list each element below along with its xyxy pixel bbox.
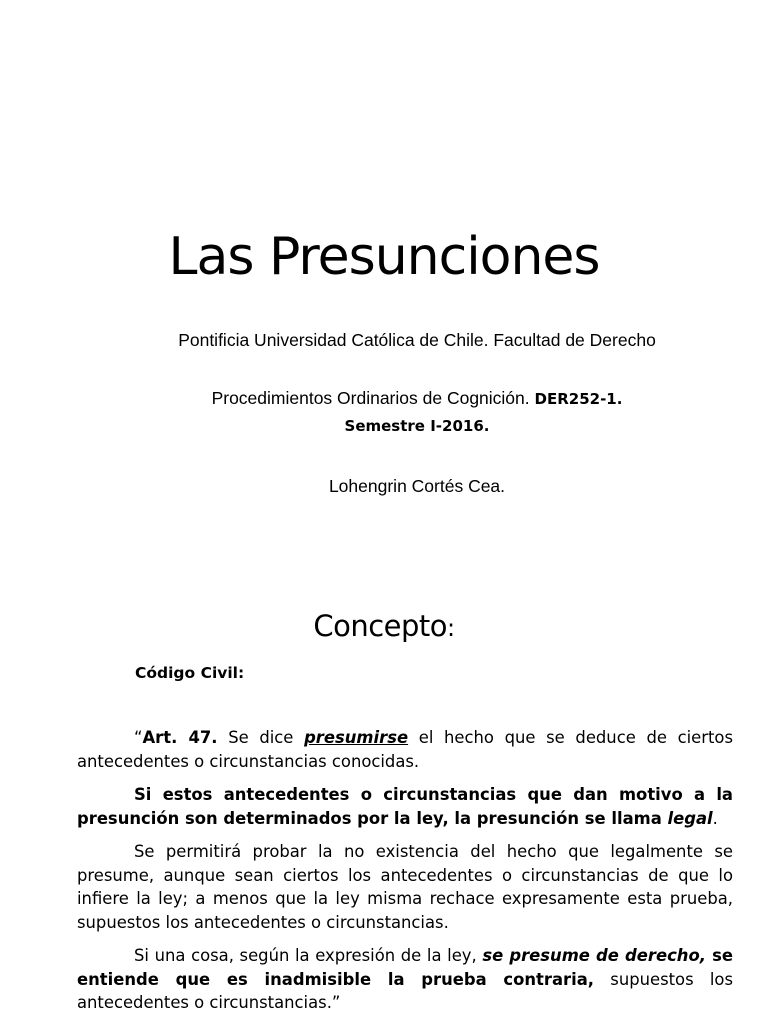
paragraph-2 — [77, 783, 733, 830]
paragraph-4 — [77, 944, 733, 1015]
concept-heading-text: Concepto — [313, 609, 448, 643]
university-line: Pontificia Universidad Católica de Chile. Facultad de Derecho — [178, 330, 656, 350]
source-label: Código Civil: — [135, 664, 245, 682]
course-name: Procedimientos Ordinarios de Cognición. — [211, 388, 530, 408]
p4-text-a: Si una cosa, según la expresión de la ley, — [134, 946, 483, 965]
course-code: DER252-1. — [534, 390, 623, 408]
concept-heading-colon: : — [447, 614, 455, 642]
p4-bold-text: se entiende que es inadmisible la prueba contraria, — [77, 946, 733, 989]
author-line: Lohengrin Cortés Cea. — [328, 476, 506, 496]
term-presume-de-derecho: se presume de derecho, — [482, 946, 706, 965]
open-quote: “ — [134, 728, 143, 747]
p1-text-b: el hecho que se deduce de ciertos antecedentes o circunstancias conocidas. — [77, 728, 733, 771]
paragraph-1 — [77, 726, 733, 773]
p1-text-a: Se dice — [217, 728, 305, 747]
p2-end: . — [712, 808, 718, 828]
p2-bold-text: Si estos antecedentes o circunstancias que dan motivo a la presunción son determinados por la ley, la presunción se llama — [77, 785, 733, 828]
article-text — [77, 726, 733, 1025]
concept-heading — [0, 606, 768, 648]
semester-line: Semestre I-2016. — [344, 417, 490, 435]
concept-slide — [0, 580, 768, 1024]
presentation-title: Las Presunciones — [168, 227, 600, 287]
p4-text-b: supuestos los antecedentes o circunstancias.” — [77, 969, 733, 1012]
term-legal: legal — [667, 808, 713, 828]
course-line — [0, 386, 768, 411]
article-number: Art. 47. — [142, 728, 218, 747]
term-presumirse: presumirse — [304, 728, 409, 747]
paragraph-3: Se permitirá probar la no existencia del hecho que legalmente se presume, aunque sean ciertos los antecedentes o circunstancias de que lo infiere la ley; a menos que la ley misma rechace expresamente esta prueba, supuestos los antecedentes o circunstancias. — [77, 842, 733, 932]
